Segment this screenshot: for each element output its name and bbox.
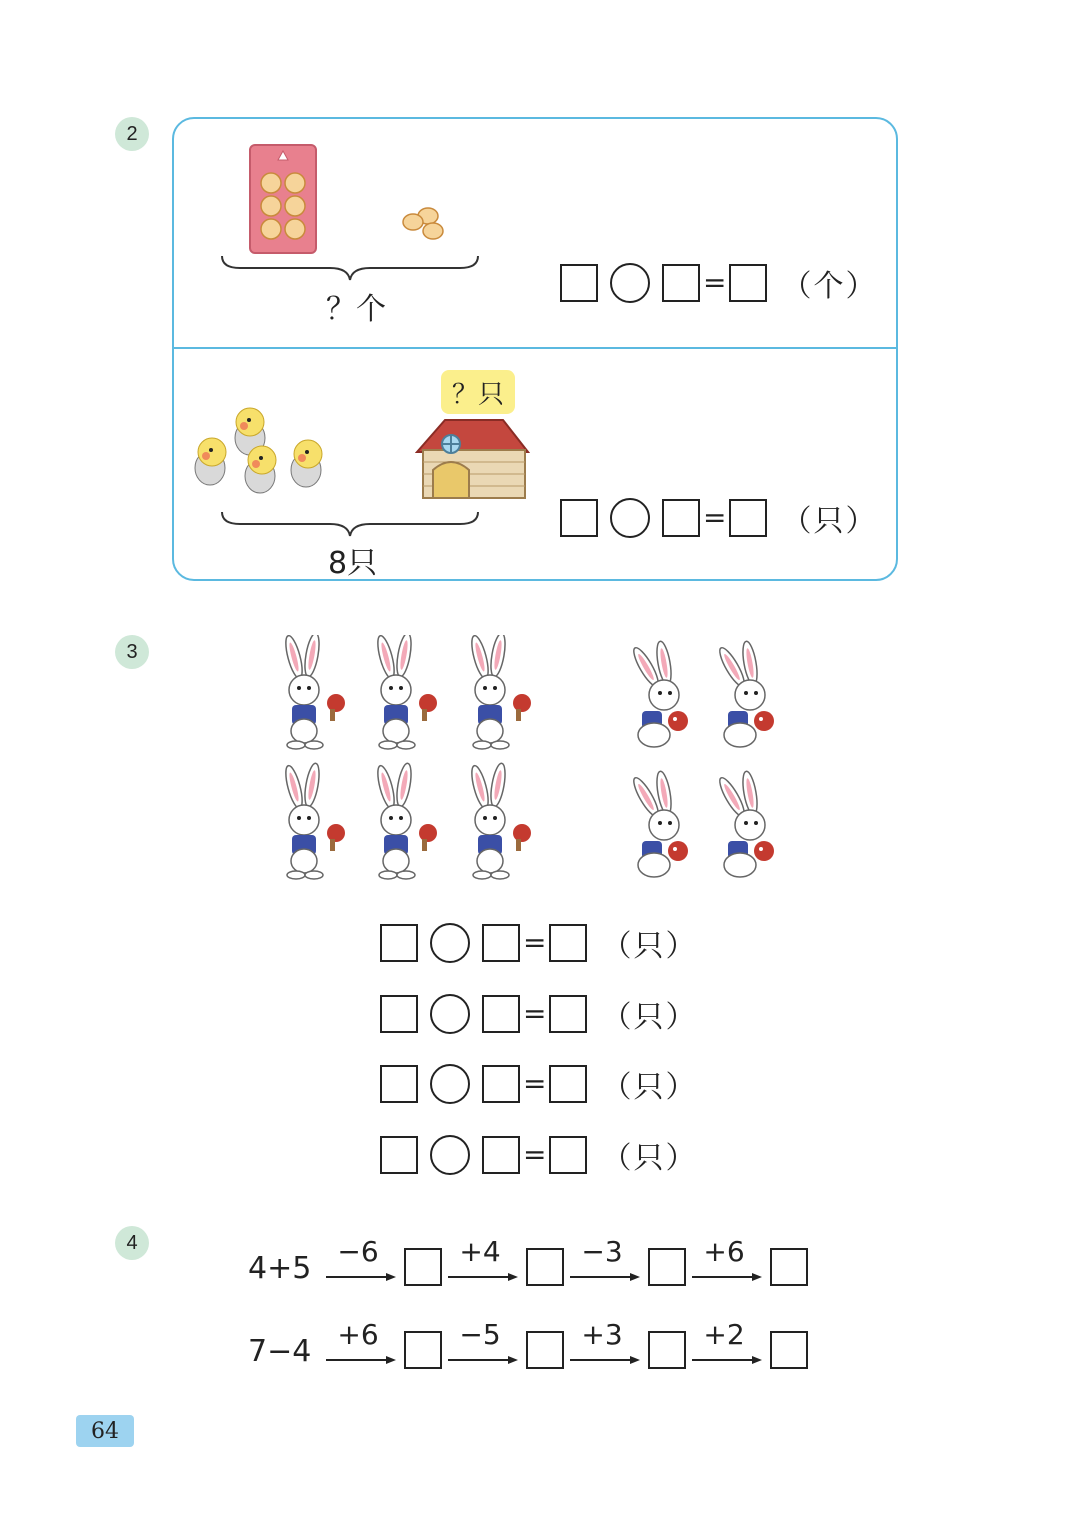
arrow-op [326, 1318, 398, 1369]
egg-tray-image [248, 143, 320, 255]
arrow-icon [326, 1272, 396, 1282]
equation-p3-row3 [380, 1062, 697, 1106]
equation-p3-row4 [380, 1133, 697, 1177]
answer-box[interactable] [404, 1248, 442, 1286]
arrow-icon [448, 1272, 518, 1282]
operator-circle[interactable] [430, 923, 470, 963]
arrow-icon [326, 1355, 396, 1365]
answer-box[interactable] [380, 1136, 418, 1174]
op-label: +6 [337, 1318, 379, 1351]
rabbits-image [268, 635, 798, 890]
page-number: 64 [76, 1415, 134, 1447]
unit-label: （只） [601, 1141, 698, 1176]
op-label: −6 [337, 1235, 379, 1268]
answer-box[interactable] [549, 1136, 587, 1174]
equals-sign: = [523, 1067, 547, 1100]
operator-circle[interactable] [430, 1064, 470, 1104]
answer-box[interactable] [560, 499, 598, 537]
arrow-op [326, 1235, 398, 1286]
answer-box[interactable] [662, 499, 700, 537]
answer-box[interactable] [662, 264, 700, 302]
answer-box[interactable] [404, 1331, 442, 1369]
equation-part1 [560, 261, 877, 305]
answer-box[interactable] [380, 1065, 418, 1103]
answer-box[interactable] [549, 924, 587, 962]
operator-circle[interactable] [430, 1135, 470, 1175]
brace-label-part1: ？个 [326, 292, 386, 327]
answer-box[interactable] [482, 924, 520, 962]
arrow-op [448, 1235, 520, 1286]
answer-box[interactable] [526, 1331, 564, 1369]
equation-p3-row1 [380, 921, 697, 965]
answer-box[interactable] [482, 1136, 520, 1174]
loose-eggs-image [400, 205, 446, 241]
operator-circle[interactable] [430, 994, 470, 1034]
answer-box[interactable] [482, 995, 520, 1033]
answer-box[interactable] [380, 995, 418, 1033]
op-label: −3 [581, 1235, 623, 1268]
answer-box[interactable] [648, 1248, 686, 1286]
brace-part1 [220, 252, 480, 282]
chain-row2 [248, 1318, 808, 1369]
chain-start: 7−4 [248, 1334, 312, 1369]
answer-box[interactable] [648, 1331, 686, 1369]
arrow-op [692, 1235, 764, 1286]
arrow-icon [570, 1355, 640, 1365]
answer-box[interactable] [729, 264, 767, 302]
unit-label: （个） [781, 269, 878, 304]
equals-sign: = [703, 501, 727, 534]
arrow-icon [692, 1355, 762, 1365]
chain-start: 4+5 [248, 1251, 312, 1286]
arrow-icon [570, 1272, 640, 1282]
answer-box[interactable] [560, 264, 598, 302]
house-image [415, 418, 530, 500]
operator-circle[interactable] [610, 498, 650, 538]
unit-label: （只） [781, 504, 878, 539]
question-tag: ？只 [441, 370, 515, 414]
chain-row1 [248, 1235, 808, 1286]
operator-circle[interactable] [610, 263, 650, 303]
answer-box[interactable] [770, 1248, 808, 1286]
arrow-icon [692, 1272, 762, 1282]
panel-divider [172, 347, 898, 349]
answer-box[interactable] [549, 1065, 587, 1103]
equals-sign: = [523, 1138, 547, 1171]
arrow-icon [448, 1355, 518, 1365]
answer-box[interactable] [549, 995, 587, 1033]
problem-number-4: 4 [115, 1226, 149, 1260]
equals-sign: = [523, 997, 547, 1030]
answer-box[interactable] [729, 499, 767, 537]
op-label: +2 [703, 1318, 745, 1351]
answer-box[interactable] [526, 1248, 564, 1286]
brace-label-part2: 8只 [328, 546, 378, 581]
answer-box[interactable] [380, 924, 418, 962]
problem-number-2: 2 [115, 117, 149, 151]
arrow-op [570, 1235, 642, 1286]
arrow-op [570, 1318, 642, 1369]
equation-part2 [560, 496, 877, 540]
op-label: −5 [459, 1318, 501, 1351]
answer-box[interactable] [770, 1331, 808, 1369]
answer-box[interactable] [482, 1065, 520, 1103]
unit-label: （只） [601, 1000, 698, 1035]
arrow-op [692, 1318, 764, 1369]
birds-image [182, 400, 332, 500]
op-label: +6 [703, 1235, 745, 1268]
equals-sign: = [523, 926, 547, 959]
unit-label: （只） [601, 929, 698, 964]
brace-part2 [220, 508, 480, 538]
equals-sign: = [703, 266, 727, 299]
unit-label: （只） [601, 1070, 698, 1105]
arrow-op [448, 1318, 520, 1369]
equation-p3-row2 [380, 992, 697, 1036]
problem-number-3: 3 [115, 635, 149, 669]
op-label: +4 [459, 1235, 501, 1268]
op-label: +3 [581, 1318, 623, 1351]
